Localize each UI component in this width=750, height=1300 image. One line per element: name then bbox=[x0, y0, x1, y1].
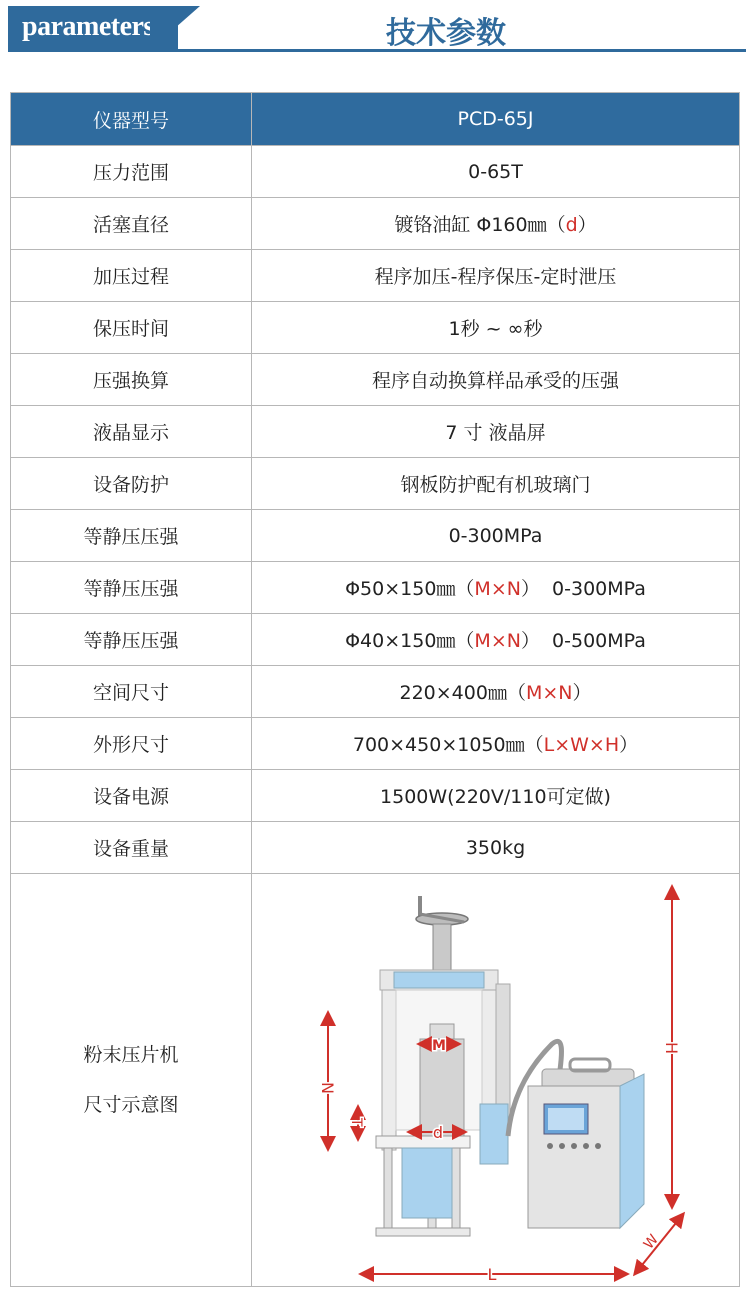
value-text: Φ50×150㎜（ bbox=[345, 578, 475, 600]
table-row bbox=[11, 562, 740, 614]
dim-label-W: W bbox=[640, 1231, 662, 1253]
row-value bbox=[252, 666, 740, 718]
value-text: 220×400㎜（ bbox=[399, 682, 526, 704]
table-row bbox=[11, 458, 740, 510]
diagram-label-line1: 粉末压片机 bbox=[83, 1044, 179, 1066]
control-box bbox=[528, 1059, 644, 1228]
table-row bbox=[11, 614, 740, 666]
value-text: ） 0-300MPa bbox=[520, 578, 646, 600]
row-value: 程序加压-程序保压-定时泄压 bbox=[252, 250, 740, 302]
row-label: 保压时间 bbox=[11, 302, 252, 354]
value-text: Φ40×150㎜（ bbox=[345, 630, 475, 652]
diagram-label bbox=[11, 874, 252, 1287]
table-row bbox=[11, 406, 740, 458]
row-value: 0-65T bbox=[252, 146, 740, 198]
dim-label-T: T bbox=[348, 1118, 364, 1127]
row-label: 液晶显示 bbox=[11, 406, 252, 458]
row-value bbox=[252, 562, 740, 614]
table-row bbox=[11, 770, 740, 822]
value-highlight: d bbox=[565, 214, 578, 236]
dim-label-d: d bbox=[432, 1123, 444, 1142]
table-row bbox=[11, 718, 740, 770]
diagram-row bbox=[11, 874, 740, 1287]
value-text: 镀铬油缸 Φ160㎜（ bbox=[394, 214, 566, 236]
table-row bbox=[11, 302, 740, 354]
row-label: 外形尺寸 bbox=[11, 718, 252, 770]
dim-label-N: N bbox=[318, 1082, 337, 1094]
table-row bbox=[11, 666, 740, 718]
row-value: 350kg bbox=[252, 822, 740, 874]
row-value bbox=[252, 614, 740, 666]
value-highlight: L×W×H bbox=[543, 734, 620, 756]
table-header-row bbox=[11, 93, 740, 146]
value-highlight: M×N bbox=[525, 682, 573, 704]
banner-wedge bbox=[150, 6, 200, 50]
table-row bbox=[11, 198, 740, 250]
banner-tab-label: parameters bbox=[22, 11, 154, 42]
header-label: 仪器型号 bbox=[11, 93, 252, 146]
value-text: 700×450×1050㎜（ bbox=[352, 734, 544, 756]
sample-cage bbox=[376, 1136, 470, 1236]
dim-label-M: M bbox=[432, 1038, 446, 1054]
value-text: ） 0-500MPa bbox=[520, 630, 646, 652]
value-text: ） bbox=[572, 682, 592, 704]
row-label: 设备防护 bbox=[11, 458, 252, 510]
row-value: 7 寸 液晶屏 bbox=[252, 406, 740, 458]
value-highlight: M×N bbox=[474, 630, 521, 652]
header-value: PCD-65J bbox=[252, 93, 740, 146]
row-label: 设备重量 bbox=[11, 822, 252, 874]
parameters-table bbox=[10, 92, 740, 1287]
row-label: 等静压压强 bbox=[11, 510, 252, 562]
press-frame bbox=[380, 970, 510, 1164]
table-row bbox=[11, 146, 740, 198]
banner-underline bbox=[8, 49, 746, 52]
diagram-cell bbox=[252, 874, 740, 1287]
press-machine-diagram bbox=[252, 874, 740, 1284]
table-row bbox=[11, 354, 740, 406]
table-row bbox=[11, 510, 740, 562]
section-banner bbox=[0, 0, 750, 60]
row-value: 程序自动换算样品承受的压强 bbox=[252, 354, 740, 406]
diagram-label-line2: 尺寸示意图 bbox=[83, 1094, 179, 1116]
value-text: ） bbox=[577, 214, 597, 236]
row-label: 等静压压强 bbox=[11, 614, 252, 666]
row-value: 1秒 ~ ∞秒 bbox=[252, 302, 740, 354]
row-label: 活塞直径 bbox=[11, 198, 252, 250]
row-value: 钢板防护配有机玻璃门 bbox=[252, 458, 740, 510]
row-value: 0-300MPa bbox=[252, 510, 740, 562]
banner-title: 技术参数 bbox=[386, 16, 506, 51]
table-row bbox=[11, 822, 740, 874]
value-text: ） bbox=[619, 734, 639, 756]
row-value bbox=[252, 718, 740, 770]
table-row bbox=[11, 250, 740, 302]
dim-label-L: L bbox=[487, 1265, 497, 1284]
row-label: 等静压压强 bbox=[11, 562, 252, 614]
row-label: 压强换算 bbox=[11, 354, 252, 406]
dim-label-H: H bbox=[662, 1042, 681, 1055]
row-label: 加压过程 bbox=[11, 250, 252, 302]
row-label: 压力范围 bbox=[11, 146, 252, 198]
row-value bbox=[252, 198, 740, 250]
row-value: 1500W(220V/110可定做) bbox=[252, 770, 740, 822]
row-label: 空间尺寸 bbox=[11, 666, 252, 718]
value-highlight: M×N bbox=[474, 578, 521, 600]
hand-wheel-icon bbox=[416, 896, 468, 972]
row-label: 设备电源 bbox=[11, 770, 252, 822]
